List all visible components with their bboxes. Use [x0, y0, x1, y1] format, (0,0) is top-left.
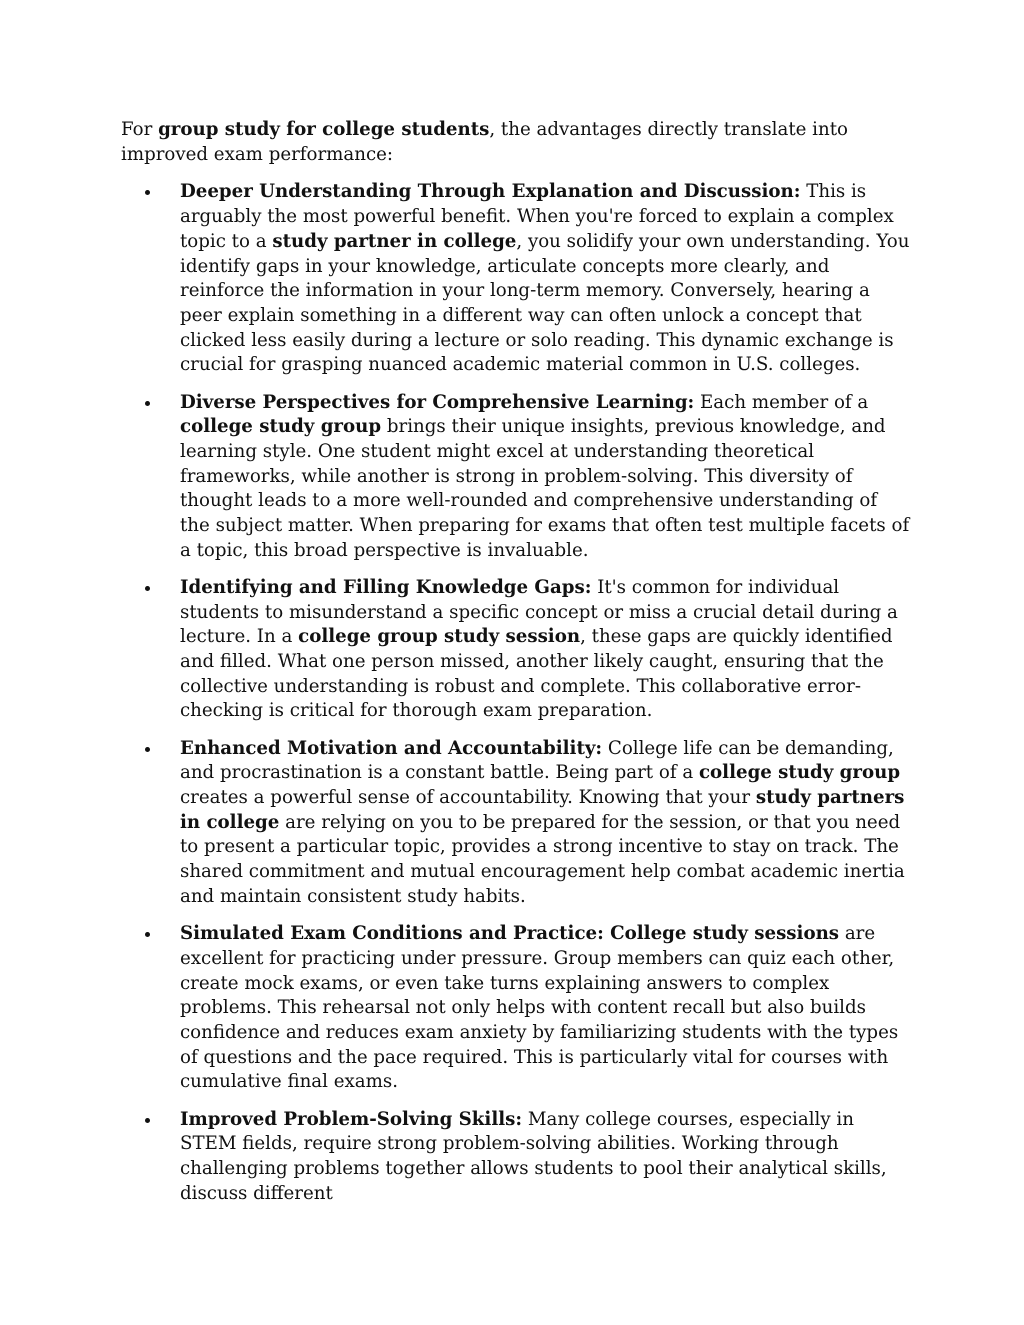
- item-text: It's common for individual students to misunderstand a specific concept or miss a crucial detail during a lecture. In a: [180, 576, 898, 648]
- intro-paragraph: [121, 118, 911, 167]
- list-item: [121, 391, 911, 564]
- item-text: brings their unique insights, previous knowledge, and learning style. One student might excel at understanding theoretical frameworks, while another is strong in problem-solving. This diversity of thought leads to a more well-rounded and comprehensive understanding of the subject matter. When preparing for exams that often test multiple facets of a topic, this broad perspective is invaluable.: [180, 416, 910, 561]
- bullet-icon: [145, 190, 150, 195]
- intro-keyword: group study for college students: [158, 119, 490, 140]
- item-title: Deeper Understanding Through Explanation and Discussion:: [180, 181, 801, 203]
- item-keyword: study partner in college: [272, 230, 517, 252]
- list-item: [121, 1108, 911, 1207]
- list-item: [121, 180, 911, 378]
- bullet-icon: [145, 1118, 150, 1123]
- item-text: are relying on you to be prepared for the session, or that you need to present a particular topic, provides a strong incentive to stay on track. The shared commitment and mutual encouragement help combat academic inertia and maintain consistent study habits.: [180, 811, 905, 907]
- item-keyword: college group study session: [298, 626, 581, 648]
- list-item: [121, 737, 911, 910]
- item-title: Identifying and Filling Knowledge Gaps:: [180, 576, 592, 598]
- item-text: This is arguably the most powerful benefit. When you're forced to explain a complex topic to a: [180, 181, 894, 252]
- item-text: , these gaps are quickly identified and filled. What one person missed, another likely caught, ensuring that the collective understanding is robust and complete. This collaborative error-checking is critical for thorough exam preparation.: [180, 626, 893, 722]
- item-keyword: college study group: [180, 416, 382, 438]
- item-keyword: study partners in college: [180, 787, 905, 833]
- item-title: Enhanced Motivation and Accountability:: [180, 737, 603, 759]
- bullet-icon: [145, 401, 150, 406]
- item-text: Each member of a: [694, 391, 869, 413]
- item-text: creates a powerful sense of accountability. Knowing that your: [180, 787, 756, 809]
- item-title: Simulated Exam Conditions and Practice: College study sessions: [180, 923, 840, 945]
- bullet-icon: [145, 932, 150, 937]
- item-text: are excellent for practicing under pressure. Group members can quiz each other, create mock exams, or even take turns explaining answers to complex problems. This rehearsal not only helps with content recall but also builds confidence and reduces exam anxiety by familiarizing students with the types of questions and the pace required. This is particularly vital for courses with cumulative final exams.: [180, 923, 899, 1093]
- list-item: [121, 576, 911, 724]
- benefits-list: [121, 180, 911, 1206]
- intro-text: For: [121, 119, 159, 140]
- item-keyword: college study group: [698, 762, 901, 784]
- item-title: Improved Problem-Solving Skills:: [180, 1108, 523, 1130]
- item-text: Many college courses, especially in STEM fields, require strong problem-solving abilities. Working through challenging problems together allows students to pool their analytical skills, discuss different: [180, 1108, 887, 1204]
- list-item: [121, 922, 911, 1095]
- intro-text: , the advantages directly translate into improved exam performance:: [121, 119, 848, 165]
- item-text: , you solidify your own understanding. You identify gaps in your knowledge, articulate concepts more clearly, and reinforce the information in your long-term memory. Conversely, hearing a peer explain something in a different way can often unlock a concept that clicked less easily during a lecture or solo reading. This dynamic exchange is crucial for grasping nuanced academic material common in U.S. colleges.: [180, 230, 910, 376]
- item-text: College life can be demanding, and procrastination is a constant battle. Being part of a: [180, 737, 894, 784]
- bullet-icon: [145, 747, 150, 752]
- document-page: [121, 118, 911, 1219]
- item-title: Diverse Perspectives for Comprehensive Learning:: [180, 391, 695, 413]
- bullet-icon: [145, 586, 150, 591]
